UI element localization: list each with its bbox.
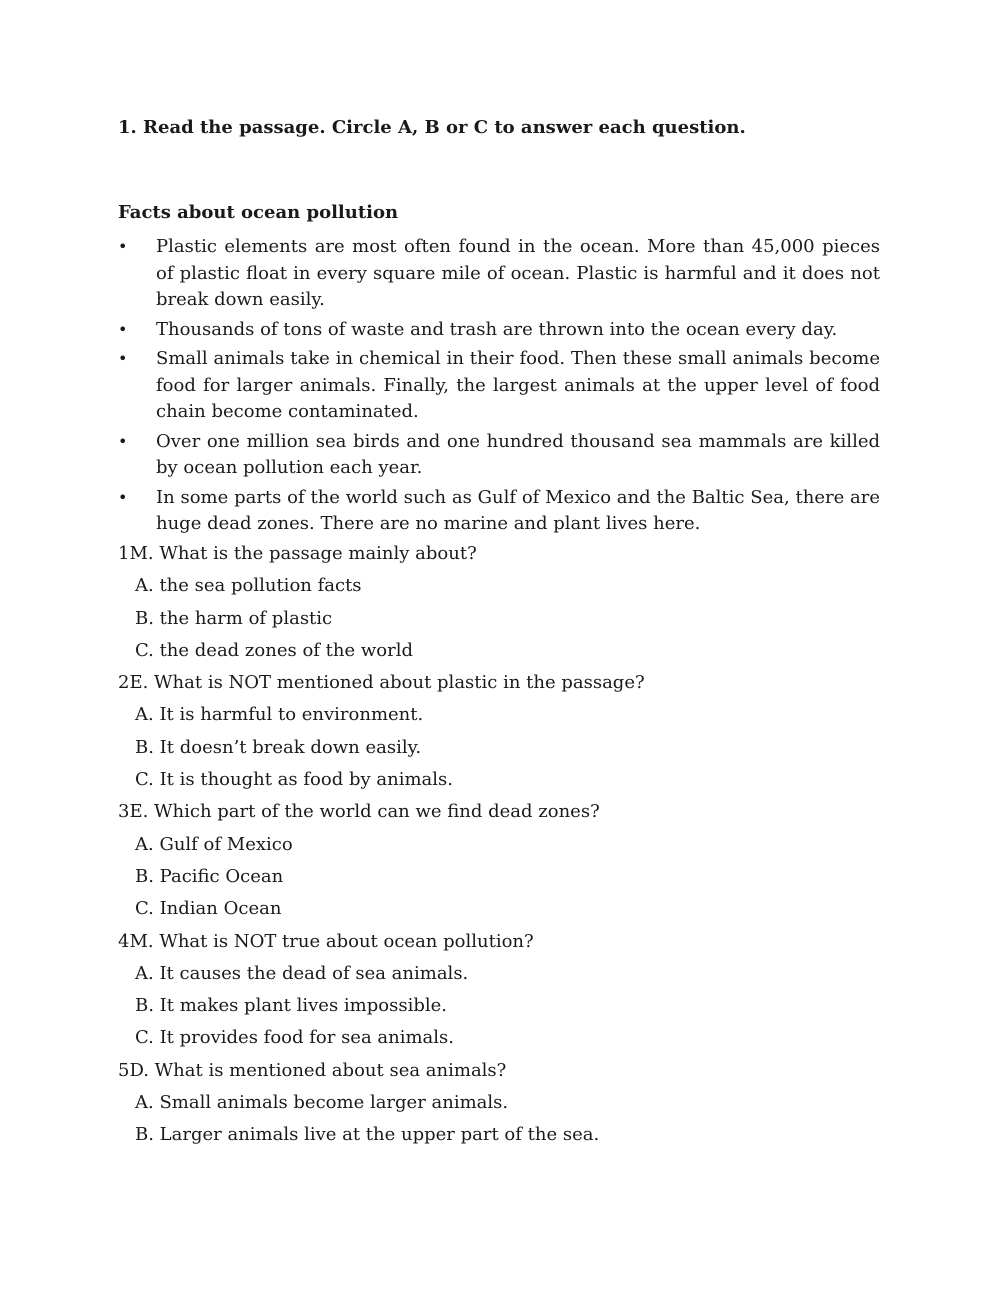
- fact-text: Plastic elements are most often found in the ocean. More than 45,000 pieces of plastic float in every square mile of ocean. Plastic is harmful and it does not break down easily.: [156, 236, 880, 310]
- question-text: 5D. What is mentioned about sea animals?: [118, 1059, 507, 1081]
- answer-option[interactable]: B. Larger animals live at the upper part of the sea.: [135, 1124, 600, 1146]
- question-text: 2E. What is NOT mentioned about plastic in the passage?: [118, 672, 645, 694]
- bullet-icon: •: [118, 487, 128, 507]
- bullet-icon: •: [118, 349, 128, 368]
- facts-list: [118, 234, 880, 541]
- question-block: [118, 541, 880, 670]
- fact-item: [118, 485, 880, 538]
- answer-option[interactable]: A. It is harmful to environment.: [135, 704, 424, 726]
- fact-item: [118, 234, 880, 314]
- question-block: [118, 799, 880, 928]
- question-block: [118, 670, 880, 799]
- answer-option[interactable]: B. Pacific Ocean: [135, 865, 284, 887]
- question-text: 3E. Which part of the world can we find dead zones?: [118, 801, 600, 823]
- bullet-icon: •: [118, 237, 128, 256]
- bullet-icon: •: [118, 431, 128, 451]
- answer-option[interactable]: A. Gulf of Mexico: [135, 833, 293, 855]
- bullet-icon: •: [118, 319, 128, 339]
- answer-option[interactable]: A. Small animals become larger animals.: [135, 1092, 509, 1114]
- answer-option[interactable]: C. the dead zones of the world: [135, 639, 413, 661]
- fact-item: [118, 317, 880, 344]
- instruction-heading: 1. Read the passage. Circle A, B or C to answer each question.: [118, 117, 746, 138]
- answer-option[interactable]: B. It doesn’t break down easily.: [135, 736, 422, 758]
- question-block: [118, 929, 880, 1058]
- answer-option[interactable]: A. It causes the dead of sea animals.: [135, 962, 469, 984]
- question-text: 4M. What is NOT true about ocean pollution?: [118, 930, 534, 952]
- fact-text: Thousands of tons of waste and trash are thrown into the ocean every day.: [156, 318, 838, 340]
- fact-text: Small animals take in chemical in their food. Then these small animals become food for larger animals. Finally, the largest animals at the upper level of food chain become contaminated.: [156, 348, 880, 422]
- answer-option[interactable]: C. Indian Ocean: [135, 898, 282, 920]
- answer-option[interactable]: B. It makes plant lives impossible.: [135, 995, 447, 1017]
- questions-section: [118, 541, 880, 1155]
- passage-title: Facts about ocean pollution: [118, 202, 399, 223]
- fact-text: Over one million sea birds and one hundred thousand sea mammals are killed by ocean pollution each year.: [156, 430, 880, 478]
- answer-option[interactable]: C. It provides food for sea animals.: [135, 1027, 455, 1049]
- fact-text: In some parts of the world such as Gulf of Mexico and the Baltic Sea, there are huge dead zones. There are no marine and plant lives here.: [156, 486, 880, 534]
- answer-option[interactable]: A. the sea pollution facts: [135, 575, 362, 597]
- answer-option[interactable]: C. It is thought as food by animals.: [135, 769, 453, 791]
- fact-item: [118, 429, 880, 482]
- fact-item: [118, 346, 880, 426]
- question-text: 1M. What is the passage mainly about?: [118, 543, 477, 564]
- question-block: [118, 1058, 880, 1155]
- answer-option[interactable]: B. the harm of plastic: [135, 607, 333, 629]
